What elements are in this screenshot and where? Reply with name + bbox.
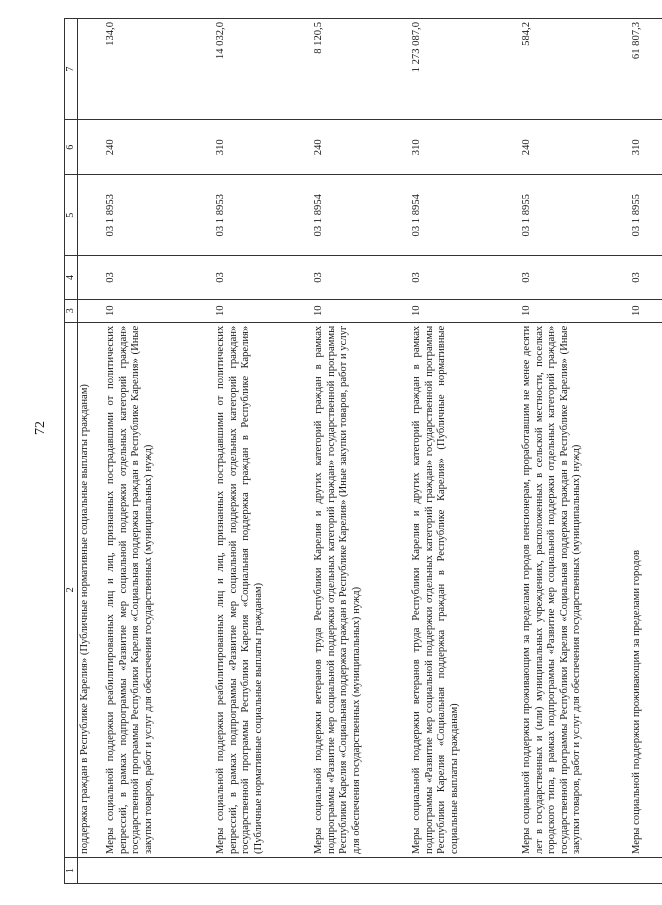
description-cell: Меры социальной поддержки реабилитированных лиц и лиц, признанных пострадавшими от политических репрессий, в рамках подпрограммы «Развитие мер социальной поддержки отдельных категорий граждан» государственной программы Республики Карелия «Социальная поддержка граждан в Республике Карелия» (Публичные нормативные социальные выплаты гражданам) [214, 322, 312, 857]
target-article-cell: 03 1 8953 [214, 175, 312, 256]
amount-cell: 134,0 [104, 19, 214, 120]
expense-type-cell: 240 [312, 120, 410, 175]
target-article-cell: 03 1 8954 [312, 175, 410, 256]
expense-type-cell: 240 [520, 120, 630, 175]
amount-cell: 1 273 087,0 [410, 19, 520, 120]
amount-cell: 8 120,5 [312, 19, 410, 120]
page-number: 72 [33, 421, 48, 435]
column-number-row [65, 19, 78, 884]
column-number: 2 [65, 322, 78, 857]
target-article-cell: 03 1 8955 [520, 175, 630, 256]
table-row [104, 19, 214, 884]
subsection-cell: 03 [312, 256, 410, 299]
subsection-cell [78, 256, 105, 299]
table-row [520, 19, 630, 884]
section-cell: 10 [410, 299, 520, 322]
target-article-cell: 03 1 8954 [410, 175, 520, 256]
column-number: 3 [65, 299, 78, 322]
target-article-cell: 03 1 8953 [104, 175, 214, 256]
expense-type-cell: 310 [630, 120, 662, 175]
amount-cell: 584,2 [520, 19, 630, 120]
description-cell: Меры социальной поддержки реабилитированных лиц и лиц, признанных пострадавшими от политических репрессий, в рамках подпрограммы «Развитие мер социальной поддержки отдельных категорий граждан» государственной программы Республики Карелия «Социальная поддержка граждан в Республике Карелия» (Иные закупки товаров, работ и услуг для обеспечения государственных (муниципальных) нужд) [104, 322, 214, 857]
target-article-cell: 03 1 8955 [630, 175, 662, 256]
target-article-cell [78, 175, 105, 256]
description-cell: поддержка граждан в Республике Карелия» (Публичные нормативные социальные выплаты гражданам) [78, 322, 105, 857]
section-cell: 10 [520, 299, 630, 322]
row-index-cell [214, 857, 312, 883]
table-row [78, 19, 105, 884]
row-index-cell [520, 857, 630, 883]
subsection-cell: 03 [520, 256, 630, 299]
description-cell: Меры социальной поддержки ветеранов труда Республики Карелия и других категорий граждан в рамках подпрограммы «Развитие мер социальной поддержки отдельных категорий граждан» государственной программы Республики Карелия «Социальная поддержка граждан в Республике Карелия» (Публичные нормативные социальные выплаты гражданам) [410, 322, 520, 857]
expense-type-cell: 240 [104, 120, 214, 175]
table-row [214, 19, 312, 884]
subsection-cell: 03 [214, 256, 312, 299]
budget-table [64, 18, 662, 884]
column-number: 1 [65, 857, 78, 883]
amount-cell: 14 032,0 [214, 19, 312, 120]
column-number: 6 [65, 120, 78, 175]
table-row [312, 19, 410, 884]
table-row [630, 19, 662, 884]
description-cell: Меры социальной поддержки ветеранов труда Республики Карелия и других категорий граждан в рамках подпрограммы «Развитие мер социальной поддержки отдельных категорий граждан» государственной программы Республики Карелия «Социальная поддержка граждан в Республике Карелия» (Иные закупки товаров, работ и услуг для обеспечения государственных (муниципальных) нужд) [312, 322, 410, 857]
section-cell: 10 [214, 299, 312, 322]
subsection-cell: 03 [104, 256, 214, 299]
rotated-table-wrapper [64, 18, 643, 884]
description-cell: Меры социальной поддержки проживающим за пределами городов [630, 322, 662, 857]
column-number: 5 [65, 175, 78, 256]
row-index-cell [104, 857, 214, 883]
expense-type-cell: 310 [214, 120, 312, 175]
row-index-cell [410, 857, 520, 883]
expense-type-cell [78, 120, 105, 175]
section-cell [78, 299, 105, 322]
row-index-cell [78, 857, 105, 883]
subsection-cell: 03 [630, 256, 662, 299]
column-number: 4 [65, 256, 78, 299]
section-cell: 10 [104, 299, 214, 322]
row-index-cell [312, 857, 410, 883]
amount-cell: 61 807,3 [630, 19, 662, 120]
section-cell: 10 [630, 299, 662, 322]
row-index-cell [630, 857, 662, 883]
section-cell: 10 [312, 299, 410, 322]
subsection-cell: 03 [410, 256, 520, 299]
column-number: 7 [65, 19, 78, 120]
description-cell: Меры социальной поддержки проживающим за пределами городов пенсионерам, проработавшим не менее десяти лет в государственных и (или) муниципальных учреждениях, расположенных в сельской местности, поселках городского типа, в рамках подпрограммы «Развитие мер социальной поддержки отдельных категорий граждан» государственной программы Республики Карелия «Социальная поддержка граждан в Республике Карелия» (Иные закупки товаров, работ и услуг для обеспечения государственных (муниципальных) нужд) [520, 322, 630, 857]
table-row [410, 19, 520, 884]
expense-type-cell: 310 [410, 120, 520, 175]
amount-cell [78, 19, 105, 120]
